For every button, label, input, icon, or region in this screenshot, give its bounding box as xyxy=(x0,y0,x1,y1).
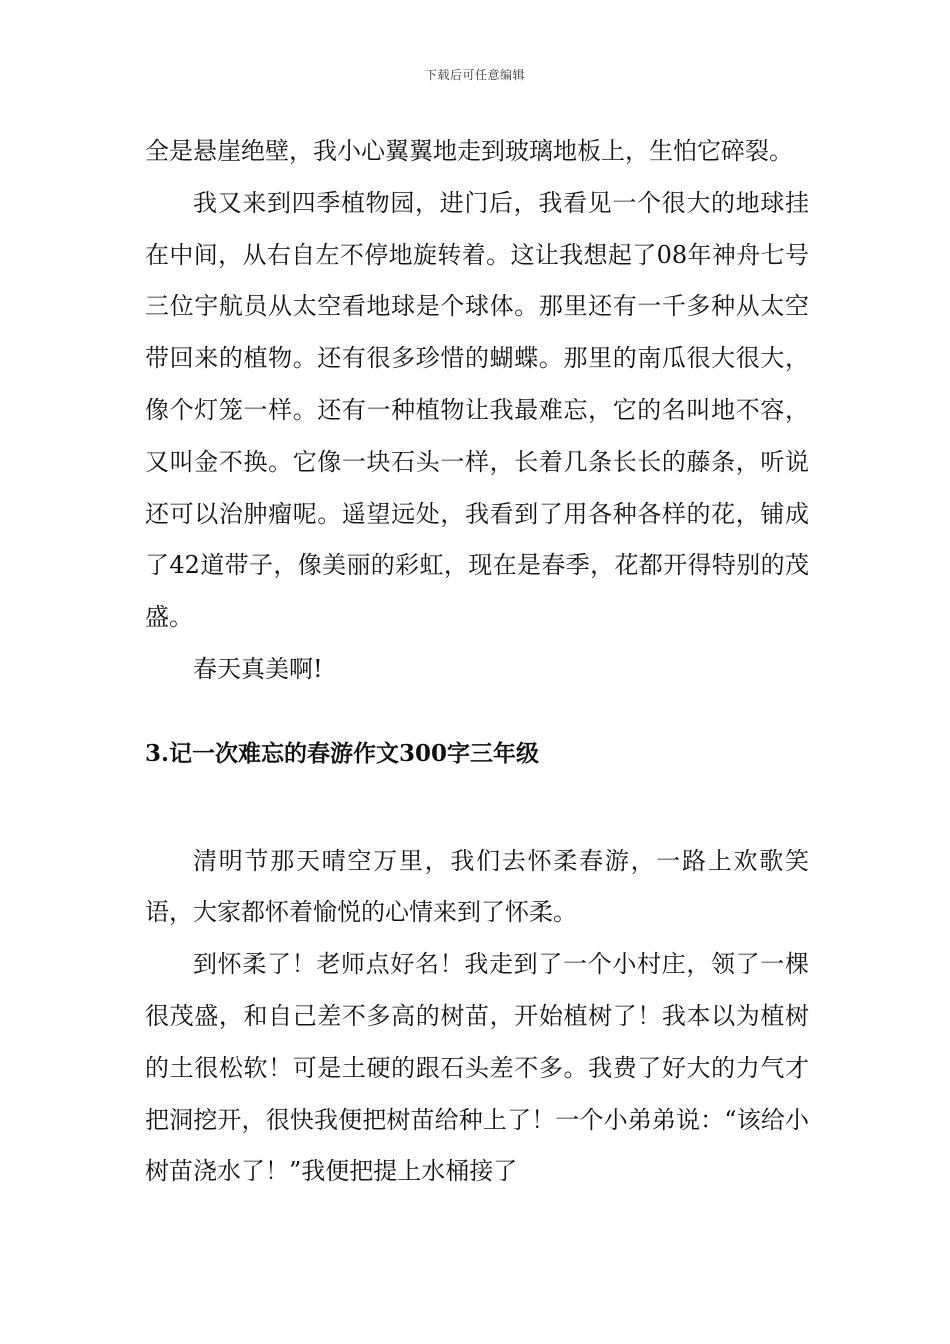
page-header: 下载后可任意编辑 xyxy=(424,68,525,82)
paragraph-planting-tree: 到怀柔了！老师点好名！我走到了一个小村庄，领了一棵很茂盛，和自己差不多高的树苗，开始植树了！我本以为植树的土很松软！可是土硬的跟石头差不多。我费了好大的力气才把洞挖开，很快我便把树苗给种上了！一个小弟弟说：“该给小树苗浇水了！”我便把提上水桶接了 xyxy=(145,950,809,1186)
section-heading: 3.记一次难忘的春游作文300字三年级 xyxy=(145,739,540,767)
paragraph-botanical-garden: 我又来到四季植物园，进门后，我看见一个很大的地球挂在中间，从右自左不停地旋转着。这让我想起了08年神舟七号三位宇航员从太空看地球是个球体。那里还有一千多种从太空带回来的植物。还有很多珍惜的蝴蝶。那里的南瓜很大很大，像个灯笼一样。还有一种植物让我最难忘，它的名叫地不容，又叫金不换。它像一块石头一样，长着几条长长的藤条，听说还可以治肿瘤呢。遥望远处，我看到了用各种各样的花，铺成了42道带子，像美丽的彩虹，现在是春季，花都开得特别的茂盛。 xyxy=(145,188,809,632)
paragraph-spring-beautiful: 春天真美啊! xyxy=(193,654,323,683)
paragraph-cliff: 全是悬崖绝壁，我小心翼翼地走到玻璃地板上，生怕它碎裂。 xyxy=(145,137,793,165)
paragraph-qingming: 清明节那天晴空万里，我们去怀柔春游，一路上欢歌笑语，大家都怀着愉悦的心情来到了怀柔。 xyxy=(145,846,809,927)
document-body xyxy=(145,126,809,1198)
